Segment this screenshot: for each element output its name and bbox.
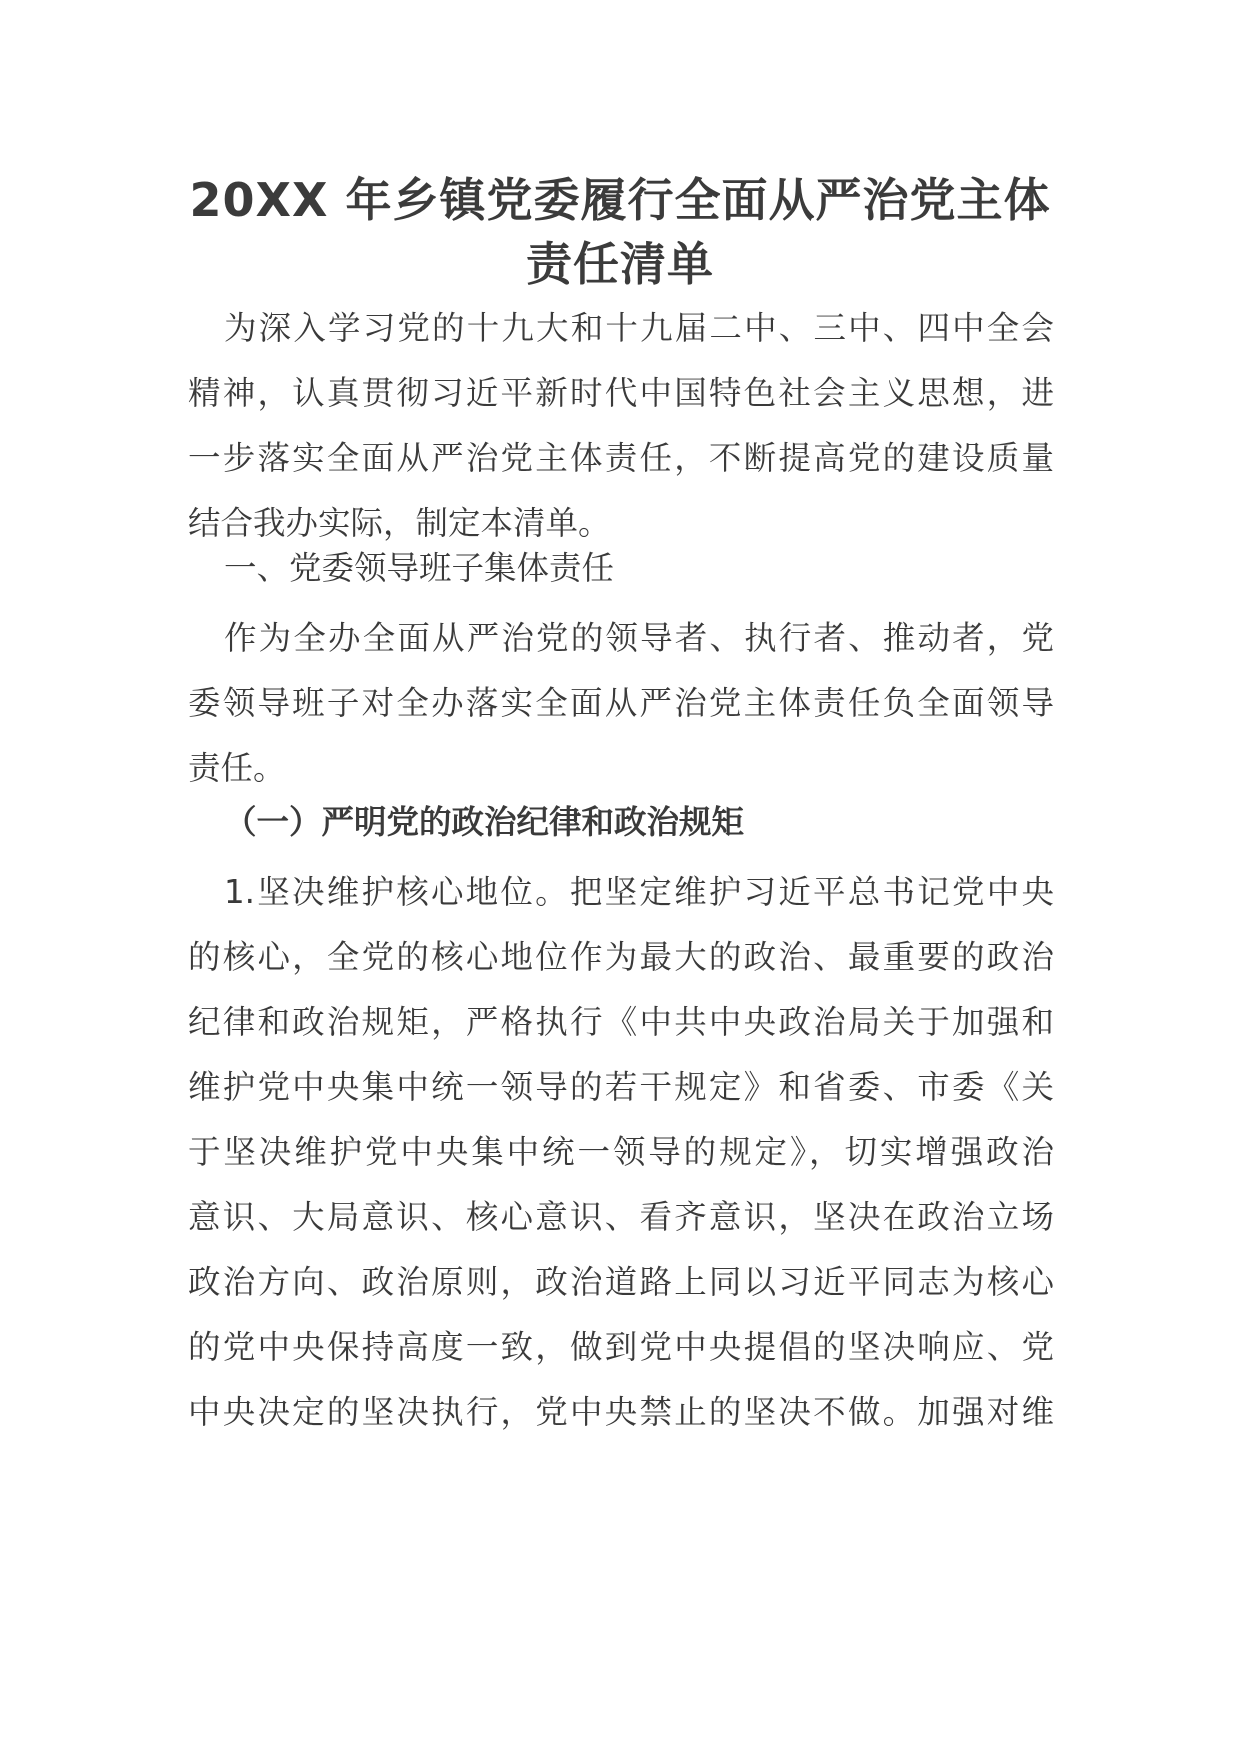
title-line-1: 20XX 年乡镇党委履行全面从严治党主体 bbox=[189, 173, 1051, 227]
item1-paragraph bbox=[188, 860, 1054, 1445]
item1-line-8: 的党中央保持高度一致，做到党中央提倡的坚决响应、党 bbox=[188, 1328, 1054, 1366]
document-title bbox=[180, 168, 1060, 296]
item1-line-3: 纪律和政治规矩，严格执行《中共中央政治局关于加强和 bbox=[188, 1003, 1054, 1041]
subsection-heading-1: （一）严明党的政治纪律和政治规矩 bbox=[224, 803, 745, 841]
title-line-2: 责任清单 bbox=[526, 237, 714, 291]
section1-paragraph bbox=[188, 606, 1054, 801]
section1-line-1: 作为全办全面从严治党的领导者、执行者、推动者，党 bbox=[224, 619, 1054, 657]
intro-line-3: 一步落实全面从严治党主体责任，不断提高党的建设质量 bbox=[188, 439, 1054, 477]
section1-line-2: 委领导班子对全办落实全面从严治党主体责任负全面领导 bbox=[188, 684, 1054, 722]
intro-line-2: 精神，认真贯彻习近平新时代中国特色社会主义思想，进 bbox=[188, 374, 1054, 412]
item1-line-4: 维护党中央集中统一领导的若干规定》和省委、市委《关 bbox=[188, 1068, 1054, 1106]
item1-line-2: 的核心，全党的核心地位作为最大的政治、最重要的政治 bbox=[188, 938, 1054, 976]
intro-line-1: 为深入学习党的十九大和十九届二中、三中、四中全会 bbox=[224, 309, 1054, 347]
intro-paragraph bbox=[188, 296, 1054, 556]
item1-line-7: 政治方向、政治原则，政治道路上同以习近平同志为核心 bbox=[188, 1263, 1054, 1301]
item1-line-6: 意识、大局意识、核心意识、看齐意识，坚决在政治立场 bbox=[188, 1198, 1054, 1236]
section1-line-3: 责任。 bbox=[188, 749, 286, 787]
item1-line-5: 于坚决维护党中央集中统一领导的规定》，切实增强政治 bbox=[188, 1133, 1054, 1171]
section-heading-1: 一、党委领导班子集体责任 bbox=[224, 549, 615, 587]
intro-line-4: 结合我办实际，制定本清单。 bbox=[188, 504, 611, 542]
item1-line-9: 中央决定的坚决执行，党中央禁止的坚决不做。加强对维 bbox=[188, 1393, 1054, 1431]
item1-line-1: 1.坚决维护核心地位。把坚定维护习近平总书记党中央 bbox=[224, 873, 1054, 911]
